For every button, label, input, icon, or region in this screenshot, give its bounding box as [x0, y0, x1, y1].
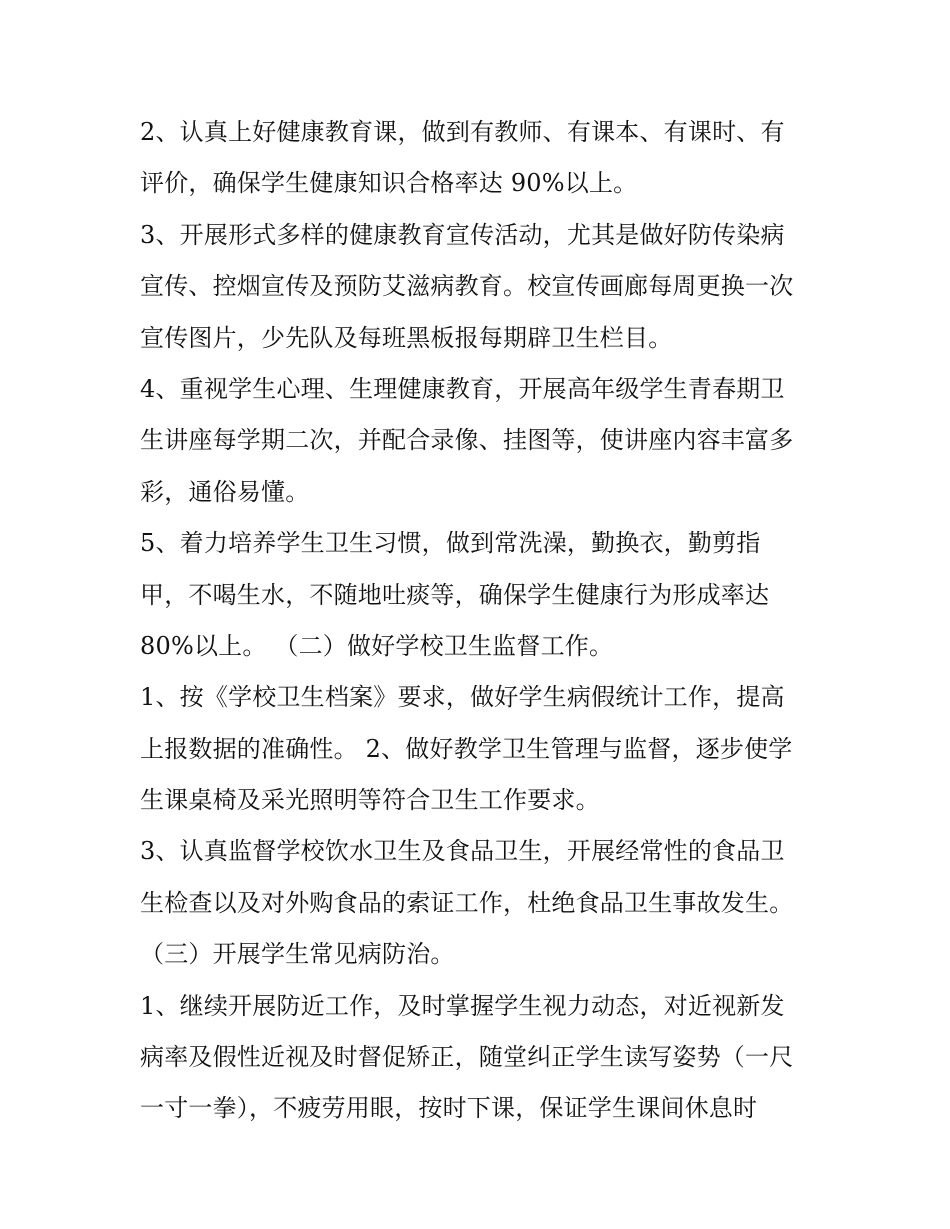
text-line: 宣传、控烟宣传及预防艾滋病教育。校宣传画廊每周更换一次 — [140, 272, 794, 301]
text-line: 1、继续开展防近工作，及时掌握学生视力动态，对近视新发 — [140, 991, 785, 1020]
text-line: 生课桌椅及采光照明等符合卫生工作要求。 — [140, 786, 600, 815]
document-body — [140, 107, 840, 1135]
text-line: 3、开展形式多样的健康教育宣传活动，尤其是做好防传染病 — [140, 220, 785, 249]
text-line: 评价，确保学生健康知识合格率达 90%以上。 — [140, 169, 638, 198]
text-line: （三）开展学生常见病防治。 — [140, 940, 455, 969]
text-line: 4、重视学生心理、生理健康教育，开展高年级学生青春期卫 — [140, 374, 785, 403]
text-line: 宣传图片，少先队及每班黑板报每期辟卫生栏目。 — [140, 323, 673, 352]
text-line: 生讲座每学期二次，并配合录像、挂图等，使讲座内容丰富多 — [140, 426, 794, 455]
text-line: 1、按《学校卫生档案》要求，做好学生病假统计工作，提高 — [140, 683, 785, 712]
text-line: 80%以上。 （二）做好学校卫生监督工作。 — [140, 631, 614, 660]
text-line: 上报数据的准确性。 2、做好教学卫生管理与监督，逐步使学 — [140, 734, 793, 763]
text-line: 甲，不喝生水，不随地吐痰等，确保学生健康行为形成率达 — [140, 580, 770, 609]
text-line: 3、认真监督学校饮水卫生及食品卫生，开展经常性的食品卫 — [140, 837, 785, 866]
text-line: 彩，通俗易懂。 — [140, 477, 310, 506]
text-line: 病率及假性近视及时督促矫正，随堂纠正学生读写姿势（一尺 — [140, 1043, 794, 1072]
text-line: 2、认真上好健康教育课，做到有教师、有课本、有课时、有 — [140, 118, 785, 146]
text-line: 生检查以及对外购食品的索证工作，杜绝食品卫生事故发生。 — [140, 888, 794, 917]
text-line: 一寸一拳），不疲劳用眼，按时下课，保证学生课间休息时 — [140, 1094, 758, 1123]
text-line: 5、着力培养学生卫生习惯，做到常洗澡，勤换衣，勤剪指 — [140, 529, 761, 558]
